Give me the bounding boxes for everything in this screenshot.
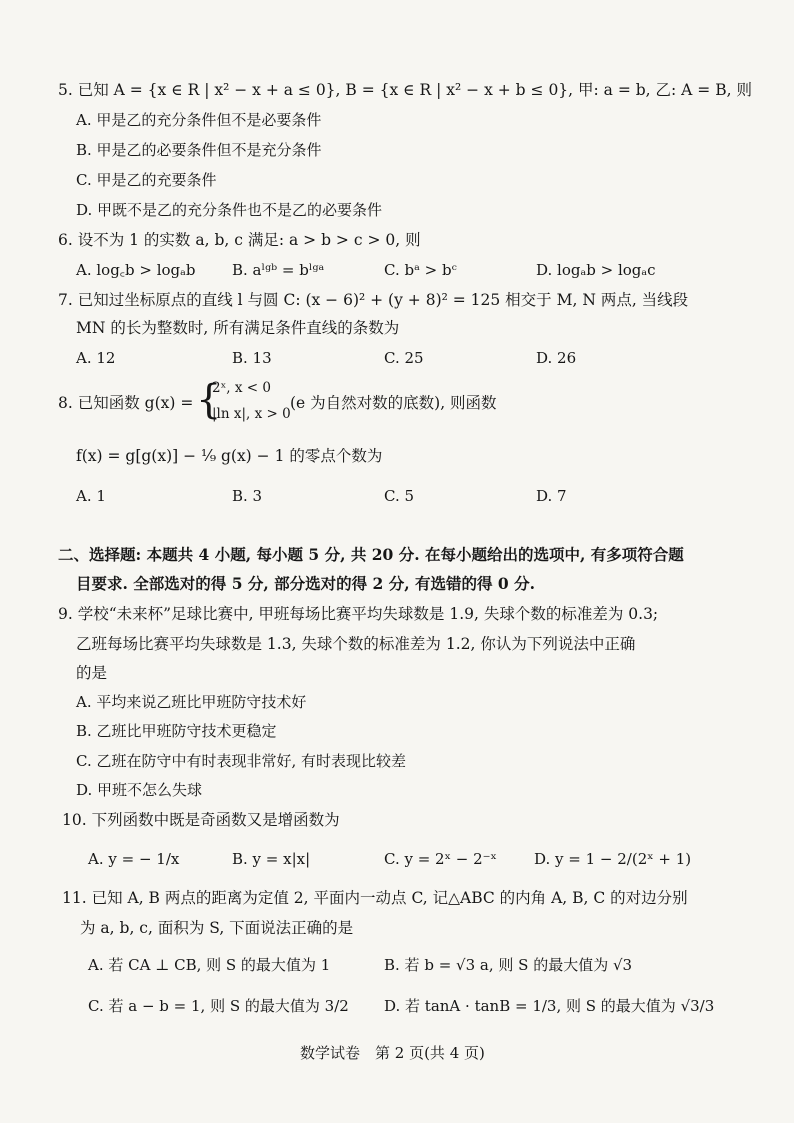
q9-option-a: A. 平均来说乙班比甲班防守技术好 bbox=[76, 693, 307, 711]
q6-option-b: B. aˡᵍᵇ = bˡᵍᵃ bbox=[232, 261, 325, 279]
q5-option-c: C. 甲是乙的充要条件 bbox=[76, 171, 217, 189]
q8-option-d: D. 7 bbox=[536, 487, 567, 505]
q11-option-b: B. 若 b = √3 a, 则 S 的最大值为 √3 bbox=[384, 956, 633, 974]
q5-stem: 5. 已知 A = {x ∈ R | x² − x + a ≤ 0}, B = {x ∈ R | x² − x + b ≤ 0}, 甲: a = b, 乙: A = B, 则 bbox=[58, 81, 752, 99]
q9-stem-line2: 乙班每场比赛平均失球数是 1.3, 失球个数的标准差为 1.2, 你认为下列说法中正确 bbox=[76, 635, 636, 653]
q8-prefix: 8. 已知函数 g(x) = bbox=[58, 394, 194, 412]
q6-stem: 6. 设不为 1 的实数 a, b, c 满足: a > b > c > 0, 则 bbox=[58, 231, 421, 249]
q5-option-a: A. 甲是乙的充分条件但不是必要条件 bbox=[76, 111, 322, 129]
q7-stem-line2: MN 的长为整数时, 所有满足条件直线的条数为 bbox=[76, 319, 400, 337]
q9-option-c: C. 乙班在防守中有时表现非常好, 有时表现比较差 bbox=[76, 752, 407, 770]
q8-case-2: |ln x|, x > 0 bbox=[212, 406, 291, 422]
q9-stem-line3: 的是 bbox=[76, 664, 108, 682]
q8-case-1: 2ˣ, x < 0 bbox=[212, 380, 271, 396]
page-footer: 数学试卷 第 2 页(共 4 页) bbox=[300, 1044, 485, 1062]
q9-option-b: B. 乙班比甲班防守技术更稳定 bbox=[76, 722, 277, 740]
q11-stem-line2: 为 a, b, c, 面积为 S, 下面说法正确的是 bbox=[80, 919, 354, 937]
q11-option-d: D. 若 tanA · tanB = 1/3, 则 S 的最大值为 √3/3 bbox=[384, 997, 715, 1015]
q11-option-a: A. 若 CA ⊥ CB, 则 S 的最大值为 1 bbox=[88, 956, 331, 974]
q10-option-a: A. y = − 1/x bbox=[88, 850, 180, 868]
q10-stem: 10. 下列函数中既是奇函数又是增函数为 bbox=[62, 811, 340, 829]
q8-option-a: A. 1 bbox=[76, 487, 106, 505]
q7-option-a: A. 12 bbox=[76, 349, 116, 367]
q8-option-c: C. 5 bbox=[384, 487, 415, 505]
q7-option-d: D. 26 bbox=[536, 349, 577, 367]
q10-option-b: B. y = x|x| bbox=[232, 850, 311, 868]
q5-option-d: D. 甲既不是乙的充分条件也不是乙的必要条件 bbox=[76, 201, 383, 219]
q9-stem-line1: 9. 学校“未来杯”足球比赛中, 甲班每场比赛平均失球数是 1.9, 失球个数的标准差为 0.3; bbox=[58, 605, 659, 623]
q10-option-d: D. y = 1 − 2/(2ˣ + 1) bbox=[534, 850, 692, 868]
q6-option-c: C. bᵃ > bᶜ bbox=[384, 261, 457, 279]
q6-option-d: D. logₐb > logₐc bbox=[536, 261, 656, 279]
q11-stem-line1: 11. 已知 A, B 两点的距离为定值 2, 平面内一动点 C, 记△ABC 的内角 A, B, C 的对边分别 bbox=[62, 889, 688, 907]
q9-option-d: D. 甲班不怎么失球 bbox=[76, 781, 203, 799]
q7-option-b: B. 13 bbox=[232, 349, 272, 367]
q7-stem-line1: 7. 已知过坐标原点的直线 l 与圆 C: (x − 6)² + (y + 8)² = 125 相交于 M, N 两点, 当线段 bbox=[58, 291, 689, 309]
q7-option-c: C. 25 bbox=[384, 349, 424, 367]
section2-heading-line1: 二、选择题: 本题共 4 小题, 每小题 5 分, 共 20 分. 在每小题给出的选项中, 有多项符合题 bbox=[58, 545, 684, 564]
q6-option-a: A. log꜀b > logₐb bbox=[76, 261, 196, 279]
q8-brace: { bbox=[196, 377, 222, 423]
q8-option-b: B. 3 bbox=[232, 487, 263, 505]
q10-option-c: C. y = 2ˣ − 2⁻ˣ bbox=[384, 850, 497, 868]
q8-function-line: f(x) = g[g(x)] − ¹⁄₉ g(x) − 1 的零点个数为 bbox=[76, 447, 383, 465]
q5-option-b: B. 甲是乙的必要条件但不是充分条件 bbox=[76, 141, 322, 159]
q11-option-c: C. 若 a − b = 1, 则 S 的最大值为 3/2 bbox=[88, 997, 349, 1015]
section2-heading-line2: 目要求. 全部选对的得 5 分, 部分选对的得 2 分, 有选错的得 0 分. bbox=[76, 574, 536, 593]
q8-suffix: (e 为自然对数的底数), 则函数 bbox=[290, 394, 497, 412]
